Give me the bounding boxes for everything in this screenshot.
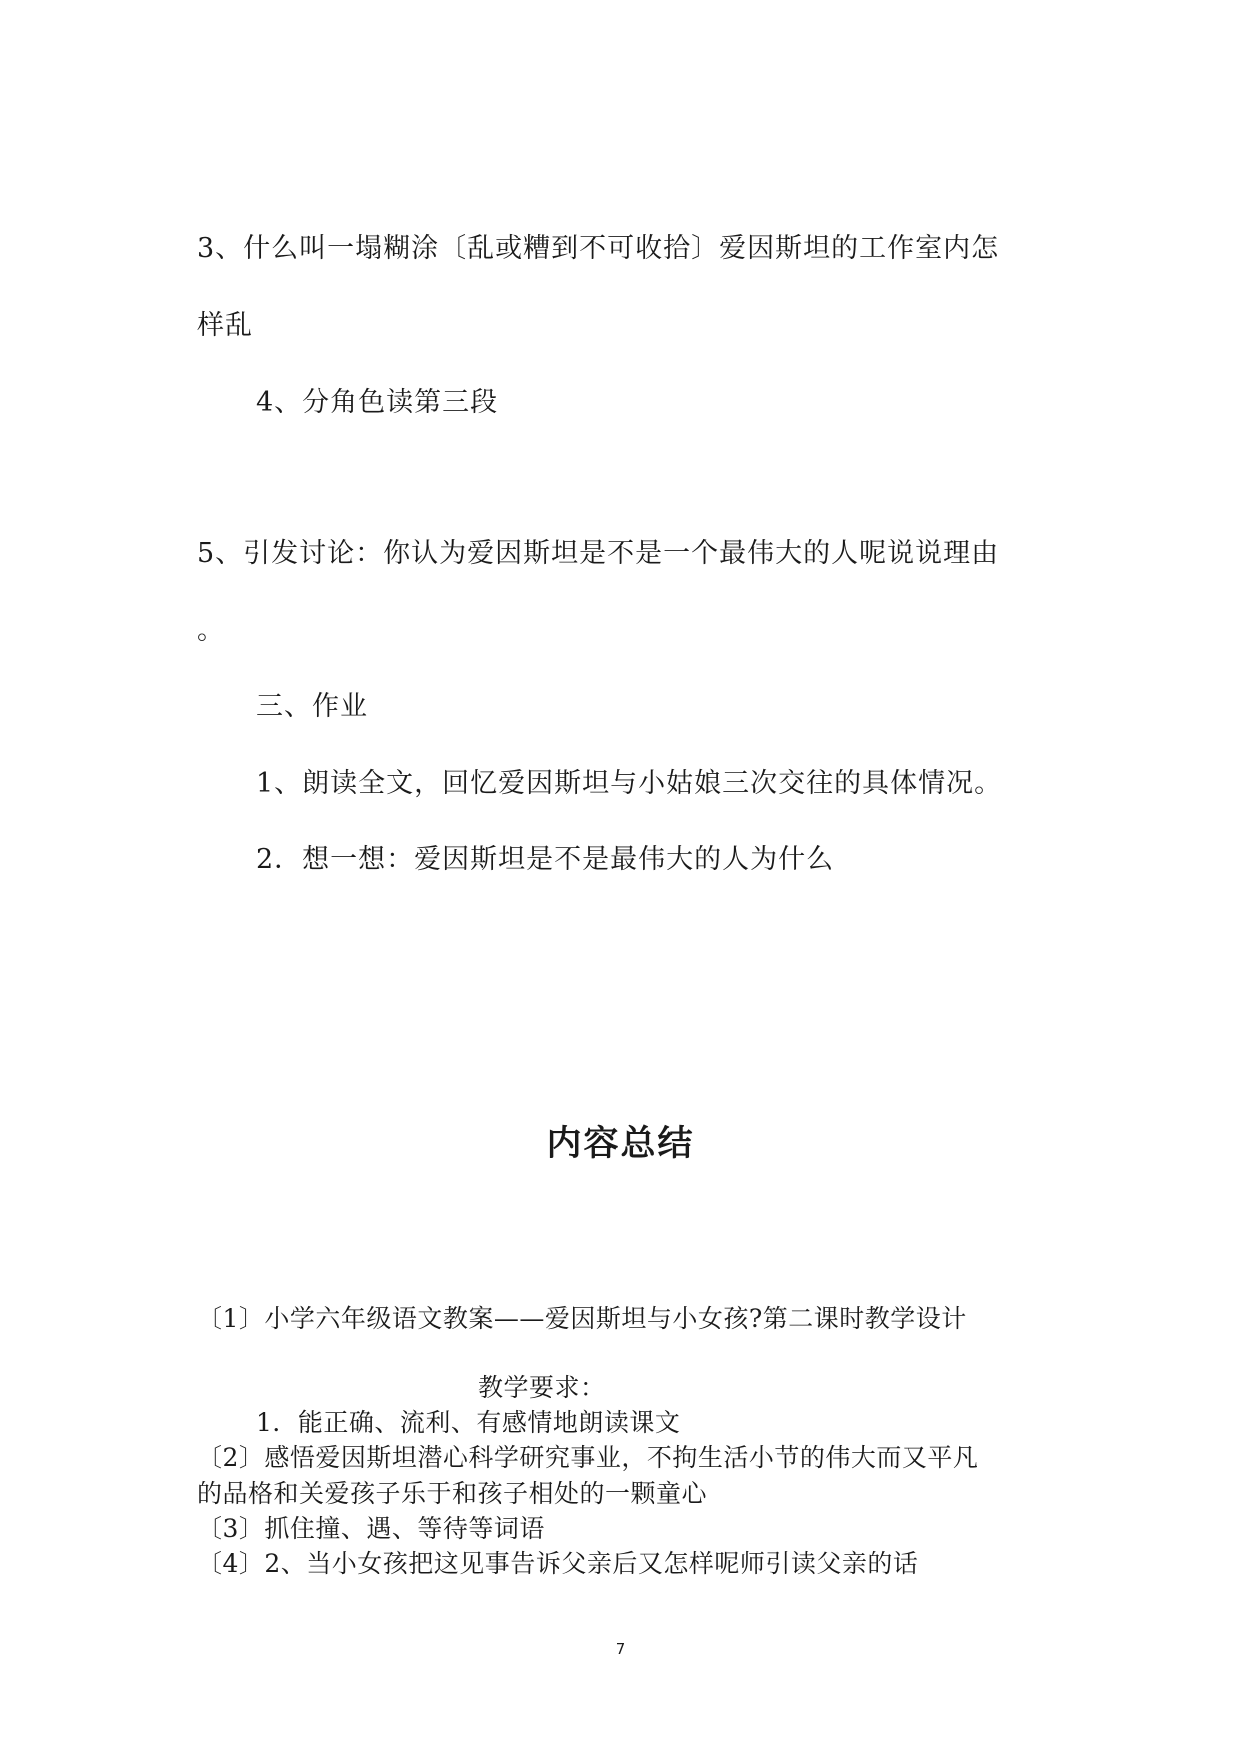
summary-line-6: 〔3〕抓住撞、遇、等待等词语 <box>197 1514 545 1543</box>
homework-item-1: 1、朗读全文，回忆爱因斯坦与小姑娘三次交往的具体情况。 <box>256 768 1003 799</box>
summary-line-4: 〔2〕感悟爱因斯坦潜心科学研究事业，不拘生活小节的伟大而又平凡 <box>197 1443 979 1472</box>
homework-item-2: 2．想一想：爱因斯坦是不是最伟大的人为什么 <box>256 844 835 875</box>
section-heading-homework: 三、作业 <box>256 691 368 722</box>
body-line-1: 3、什么叫一塌糊涂〔乱或糟到不可收拾〕爱因斯坦的工作室内怎 <box>197 233 1000 264</box>
body-line-5: 。 <box>197 615 225 646</box>
body-line-4: 5、引发讨论：你认为爱因斯坦是不是一个最伟大的人呢说说理由 <box>197 538 1000 569</box>
page-number: 7 <box>615 1640 626 1658</box>
summary-line-3: 1．能正确、流利、有感情地朗读课文 <box>256 1408 681 1437</box>
summary-line-5: 的品格和关爱孩子乐于和孩子相处的一颗童心 <box>197 1479 708 1508</box>
summary-title: 内容总结 <box>546 1124 695 1164</box>
summary-line-2: 教学要求： <box>478 1373 606 1402</box>
body-line-2: 样乱 <box>197 310 253 341</box>
summary-line-7: 〔4〕2、当小女孩把这见事告诉父亲后又怎样呢师引读父亲的话 <box>197 1549 919 1578</box>
summary-line-1: 〔1〕小学六年级语文教案——爱因斯坦与小女孩?第二课时教学设计 <box>197 1304 967 1333</box>
body-line-3: 4、分角色读第三段 <box>256 387 499 418</box>
